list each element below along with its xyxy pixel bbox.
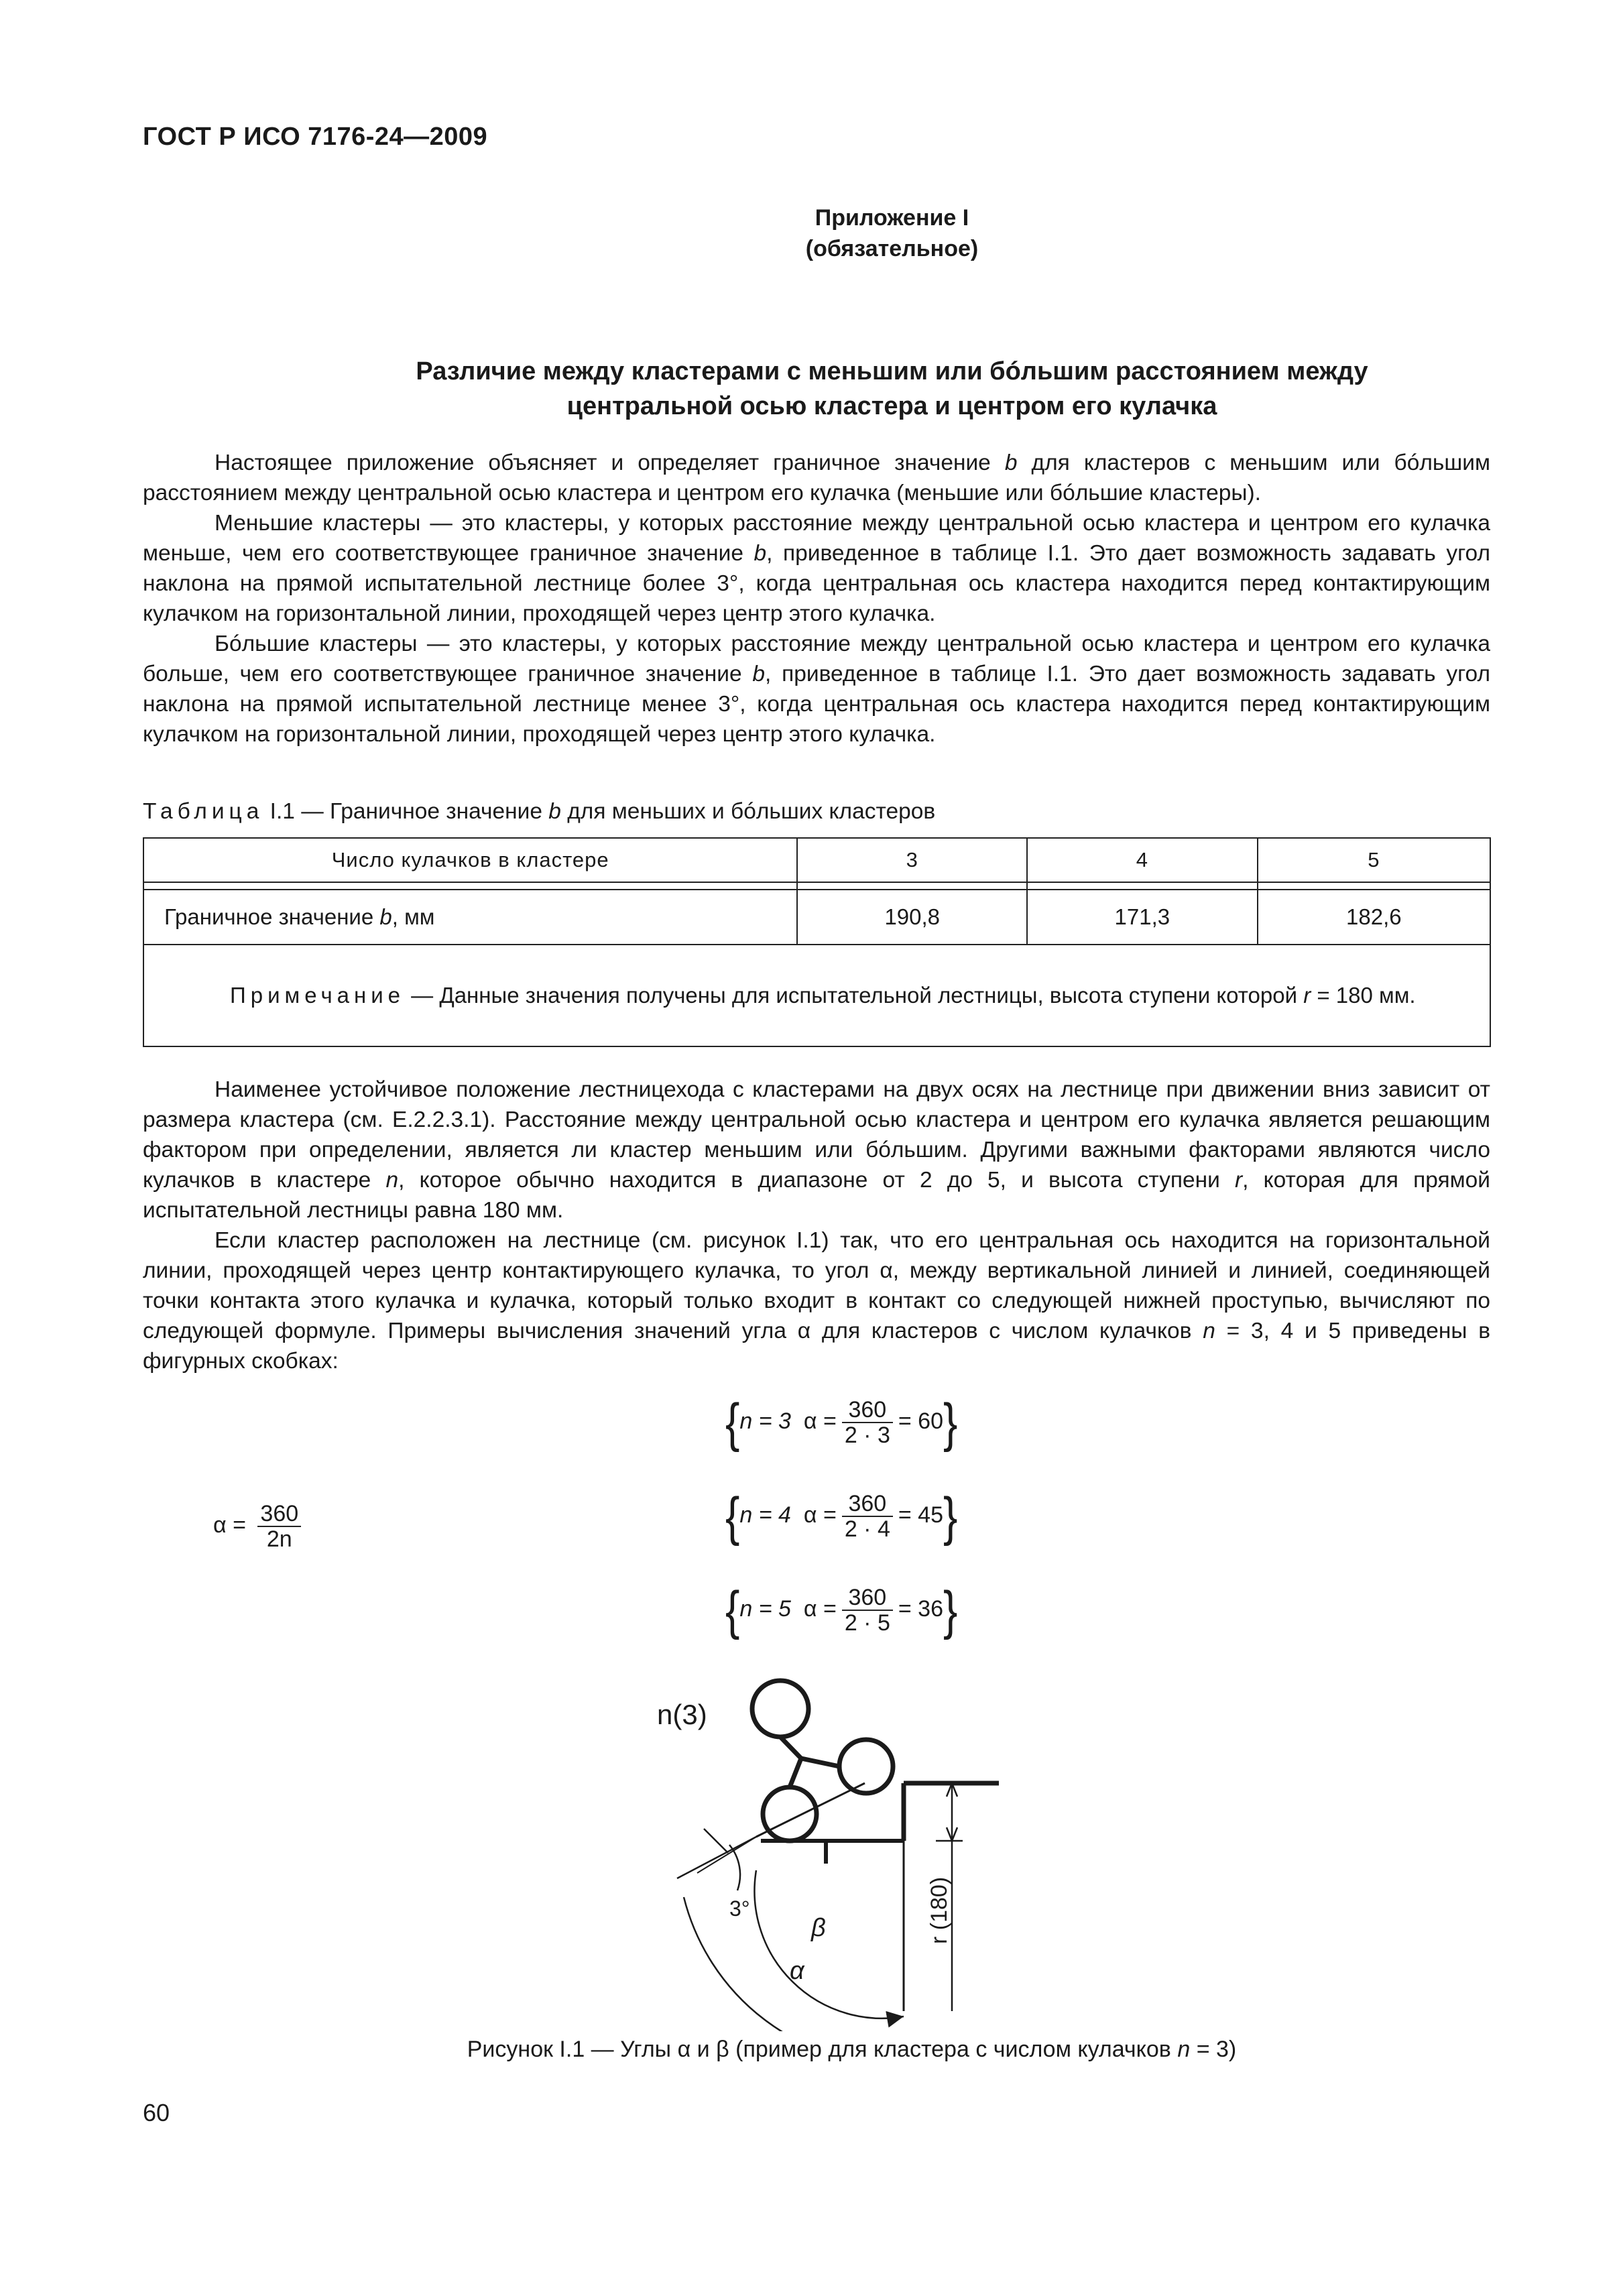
page-number: 60 [143,2099,170,2126]
body-paragraph-1 [143,1075,1490,1225]
brace-open: { [725,1580,740,1640]
brace-close: } [943,1580,958,1640]
fraction-numerator: 360 [842,1492,893,1517]
label-alpha: α [790,1957,804,1985]
horizontal-incline-ref [697,1837,756,1873]
variable-b: b [752,662,766,686]
header-cell-5: 5 [1258,838,1490,882]
text-span: Настоящее приложение объясняет и определяет граничное значение [215,450,1005,475]
variable-b: b [1004,450,1018,475]
text-span: Меньшие кластеры — это кластеры, у которых расстояние между центральной осью кластера и центром его кулачка меньше, чем его соответствующее граничное значение [143,511,1490,566]
text-span: для кластеров с меньшим или бóльшим расстоянием между центральной осью кластера и центром его кулачка (меньшие или бóльшие кластеры). [143,450,1490,505]
example-result: = 45 [898,1502,943,1528]
text-span: = 3, 4 и 5 приведены в фигурных скобках: [143,1319,1491,1374]
intro-paragraph-3 [143,629,1490,749]
beta-arc [754,1870,904,2018]
annex-status: (обязательное) [805,236,979,261]
variable-b: b [379,904,392,929]
text-span: Бóльшие кластеры — это кластеры, у которых расстояние между центральной осью кластера и центром его кулачка больше, чем его соответствующее граничное значение [143,631,1490,686]
note-word: Примечание [230,983,406,1008]
separator-cell [143,882,797,890]
table-caption-word: Таблица [143,799,264,824]
incline-line [677,1837,756,1878]
header-cell-4: 4 [1027,838,1258,882]
boundary-values-table [143,837,1491,1047]
cam-right-circle [839,1740,893,1793]
fraction-denominator: 2 · 5 [844,1610,890,1636]
figure-caption [0,2037,1623,2063]
text-span: Если кластер расположен на лестнице (см. рисунок I.1) так, что его центральная ось находится на горизонтальной линии, проходящей через центр контактирующего кулачка, то угол α, между вертикальной линией и линией, соединяющей точки контакта этого кулачка и кулачка, который только входит в контакт со следующей нижней проступью, вычисляют по следующей формуле. Примеры вычисления значений угла α для кластеров с числом кулачков [143,1228,1490,1343]
document-header: ГОСТ Р ИСО 7176-24—2009 [143,123,488,151]
fraction-numerator: 360 [842,1398,893,1423]
example-n: n = 5 [739,1595,791,1622]
cam-top-circle [752,1681,808,1737]
brace-close: } [943,1392,958,1453]
variable-r: r [1235,1168,1243,1193]
text-span: I.1 — Граничное значение [263,799,549,824]
section-heading [0,354,1623,424]
fraction-numerator: 360 [842,1585,893,1611]
header-cell-3: 3 [797,838,1027,882]
text-span: , приведенное в таблице I.1. Это дает возможность задавать угол наклона на прямой испытательной лестнице менее 3°, когда центральная ось кластера находится перед контактирующим кулачком на горизонтальной линии, проходящей через центр этого кулачка. [143,662,1491,747]
text-span: , которая для прямой испытательной лестницы равна 180 мм. [143,1168,1490,1223]
label-3-degree: 3° [729,1896,750,1921]
cluster-wheels [752,1681,893,1841]
caption-beta: β [716,2037,729,2062]
value-cell-3: 190,8 [797,890,1027,945]
caption-text: = 3) [1190,2037,1237,2062]
example-lhs: α = [803,1502,837,1528]
main-formula [213,1502,306,1551]
fraction-denominator: 2 · 3 [844,1423,890,1448]
text-span: Наименее устойчивое положение лестницехода с кластерами на двух осях на лестнице при движении вниз зависит от размера кластера (см. Е.2.2.3.1). Расстояние между центральной осью кластера и центром его кулачка является решающим фактором при определении, является ли кластер меньшим или бóльшим. Другими важными факторами являются число кулачков в кластере [143,1077,1490,1193]
annex-title-block [0,202,1623,264]
variable-n: n [1203,1319,1215,1343]
example-n: n = 3 [739,1408,791,1434]
intro-text [143,448,1490,749]
label-r-180: r (180) [926,1876,952,1944]
variable-b: b [548,799,561,824]
text-span: — Данные значения получены для испытательной лестницы, высота ступени которой [405,983,1304,1008]
example-lhs: α = [803,1408,837,1434]
cam-bottom-circle [763,1787,817,1841]
text-span: = 180 мм. [1311,983,1416,1008]
spoke-bottom [790,1758,801,1787]
fraction-numerator: 360 [257,1502,301,1527]
value-cell-5: 182,6 [1258,890,1490,945]
fraction-denominator: 2 · 4 [844,1516,890,1542]
brace-close: } [943,1486,958,1547]
example-result: = 36 [898,1595,943,1622]
formula-fraction [257,1502,301,1551]
fraction-denominator [257,1527,301,1551]
table-caption-line [143,796,1490,827]
caption-var-n: n [1177,2037,1191,2062]
header-cell-label: Число кулачков в кластере [143,838,797,882]
brace-open: { [725,1486,740,1547]
text-span: Граничное значение [164,904,380,929]
table-note-row [143,945,1490,1046]
separator-cell [1027,882,1258,890]
heading-line-2: центральной осью кластера и центром его кулачка [566,392,1217,420]
caption-and: и [690,2037,717,2062]
label-n3: n(3) [657,1699,707,1730]
caption-alpha: α [677,2037,691,2062]
variable-n: n [385,1168,399,1193]
table-note [143,945,1490,1046]
example-result: = 60 [898,1408,943,1434]
text-span: , которое обычно находится в диапазоне от 2 до 5, и высота ступени [398,1168,1235,1193]
text-span: , приведенное в таблице I.1. Это дает возможность задавать угол наклона на прямой испытательной лестнице более 3°, когда центральная ось кластера находится перед контактирующим кулачком на горизонтальной линии, проходящей через центр этого кулачка. [143,541,1490,626]
spoke-top [780,1737,801,1758]
table-header-row [143,838,1490,882]
text-span: , мм [392,904,435,929]
row-label [143,890,797,945]
body-text [143,1075,1490,1376]
heading-line-1: Различие между кластерами с меньшим или бóльшим расстоянием между [416,357,1368,385]
text-span: 2n [266,1526,292,1552]
formula-lhs: α = [213,1512,246,1538]
spoke-right [801,1758,839,1766]
intro-paragraph-2 [143,508,1490,629]
value-cell-4: 171,3 [1027,890,1258,945]
annex-title: Приложение I [815,205,969,231]
table-separator-row [143,882,1490,890]
brace-open: { [725,1392,740,1453]
text-span: для меньших и бóльших кластеров [560,799,936,824]
tick-mark [704,1829,728,1853]
intro-paragraph-1 [143,448,1490,508]
separator-cell [1258,882,1490,890]
caption-text: Рисунок I.1 — Углы [467,2037,678,2062]
body-paragraph-2 [143,1225,1490,1376]
separator-cell [797,882,1027,890]
example-n: n = 4 [739,1502,791,1528]
variable-r: r [1303,983,1311,1008]
table-row [143,890,1490,945]
variable-b: b [754,541,767,566]
label-beta: β [811,1914,826,1942]
example-lhs: α = [803,1595,837,1622]
table-caption [143,796,1490,827]
cluster-figure [644,1368,1019,2031]
caption-text: (пример для кластера с числом кулачков [729,2037,1178,2062]
